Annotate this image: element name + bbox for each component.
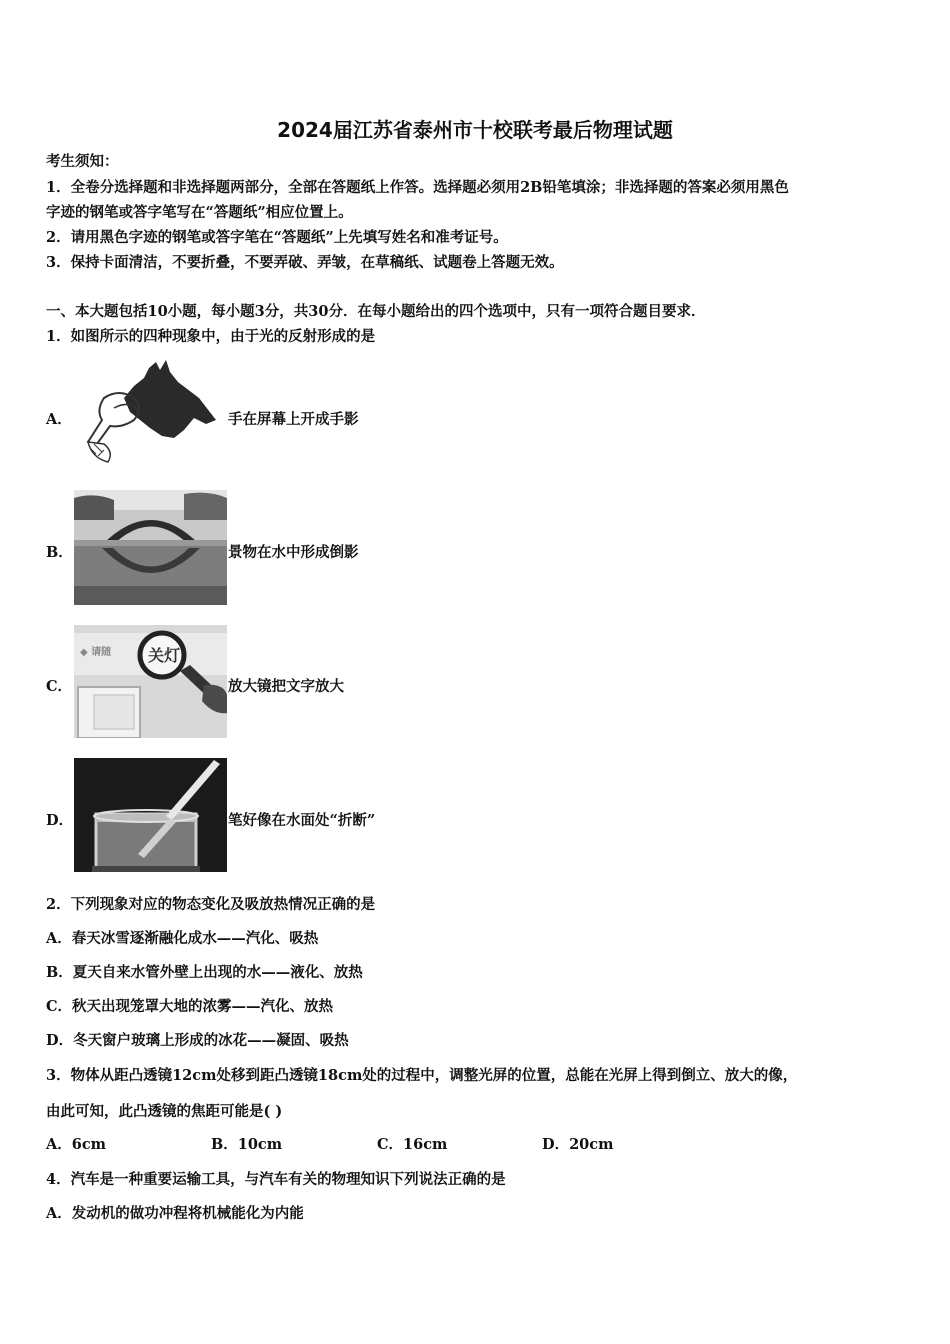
section-heading: 一、本大题包括10小题，每小题3分，共30分．在每小题给出的四个选项中，只有一项符合题目要求． [46,303,706,320]
q3-choice-d: D．20cm [542,1136,614,1153]
q4-option-a: A．发动机的做功冲程将机械能化为内能 [46,1205,304,1222]
notice-heading: 考生须知： [46,153,119,170]
q2-option-d: D．冬天窗户玻璃上形成的冰花——凝固、吸热 [46,1032,349,1049]
q1-option-d-label: D． [46,812,74,829]
q3-choice-b: B．10cm [211,1136,283,1153]
notice-item-1: 1．全卷分选择题和非选择题两部分，全部在答题纸上作答。选择题必须用2B铅笔填涂；非选择题的答案必须用黑色 [46,179,789,196]
q3-stem-line1: 3．物体从距凸透镜12cm处移到距凸透镜18cm处的过程中，调整光屏的位置，总能在光屏上得到倒立、放大的像， [46,1067,798,1084]
notice-item-1-cont: 字迹的钢笔或答字笔写在“答题纸”相应位置上。 [46,204,353,221]
q3-choice-c: C．16cm [377,1136,448,1153]
q1-option-d-text: 笔好像在水面处“折断” [228,812,376,829]
bridge-reflection-image [74,490,227,605]
q1-option-c-label: C． [46,678,73,695]
pencil-in-water-image [74,758,227,872]
svg-text:◆ 请随: ◆ 请随 [80,647,112,658]
q3-choice-a: A．6cm [46,1136,107,1153]
q1-option-b-label: B． [46,544,73,561]
q2-stem: 2．下列现象对应的物态变化及吸放热情况正确的是 [46,896,376,913]
q1-stem: 1．如图所示的四种现象中，由于光的反射形成的是 [46,328,376,345]
q2-option-a: A．春天冰雪逐渐融化成水——汽化、吸热 [46,930,319,947]
q4-stem: 4．汽车是一种重要运输工具，与汽车有关的物理知识下列说法正确的是 [46,1171,506,1188]
magnifier-text: 关灯 [148,646,181,665]
notice-item-3: 3．保持卡面清洁，不要折叠，不要弄破、弄皱，在草稿纸、试题卷上答题无效。 [46,254,564,271]
q1-option-a-text: 手在屏幕上开成手影 [228,411,359,428]
hand-shadow-image [74,358,224,470]
q1-option-a-label: A． [46,411,72,428]
notice-item-2: 2．请用黑色字迹的钢笔或答字笔在“答题纸”上先填写姓名和准考证号。 [46,229,508,246]
q3-stem-line2: 由此可知，此凸透镜的焦距可能是( ) [46,1103,283,1120]
q2-option-c: C．秋天出现笼罩大地的浓雾——汽化、放热 [46,998,334,1015]
exam-title: 2024届江苏省泰州市十校联考最后物理试题 [277,118,673,142]
magnifier-image [74,625,227,738]
q1-option-b-text: 景物在水中形成倒影 [228,544,359,561]
q2-option-b: B．夏天自来水管外壁上出现的水——液化、放热 [46,964,363,981]
q1-option-c-text: 放大镜把文字放大 [228,678,344,695]
